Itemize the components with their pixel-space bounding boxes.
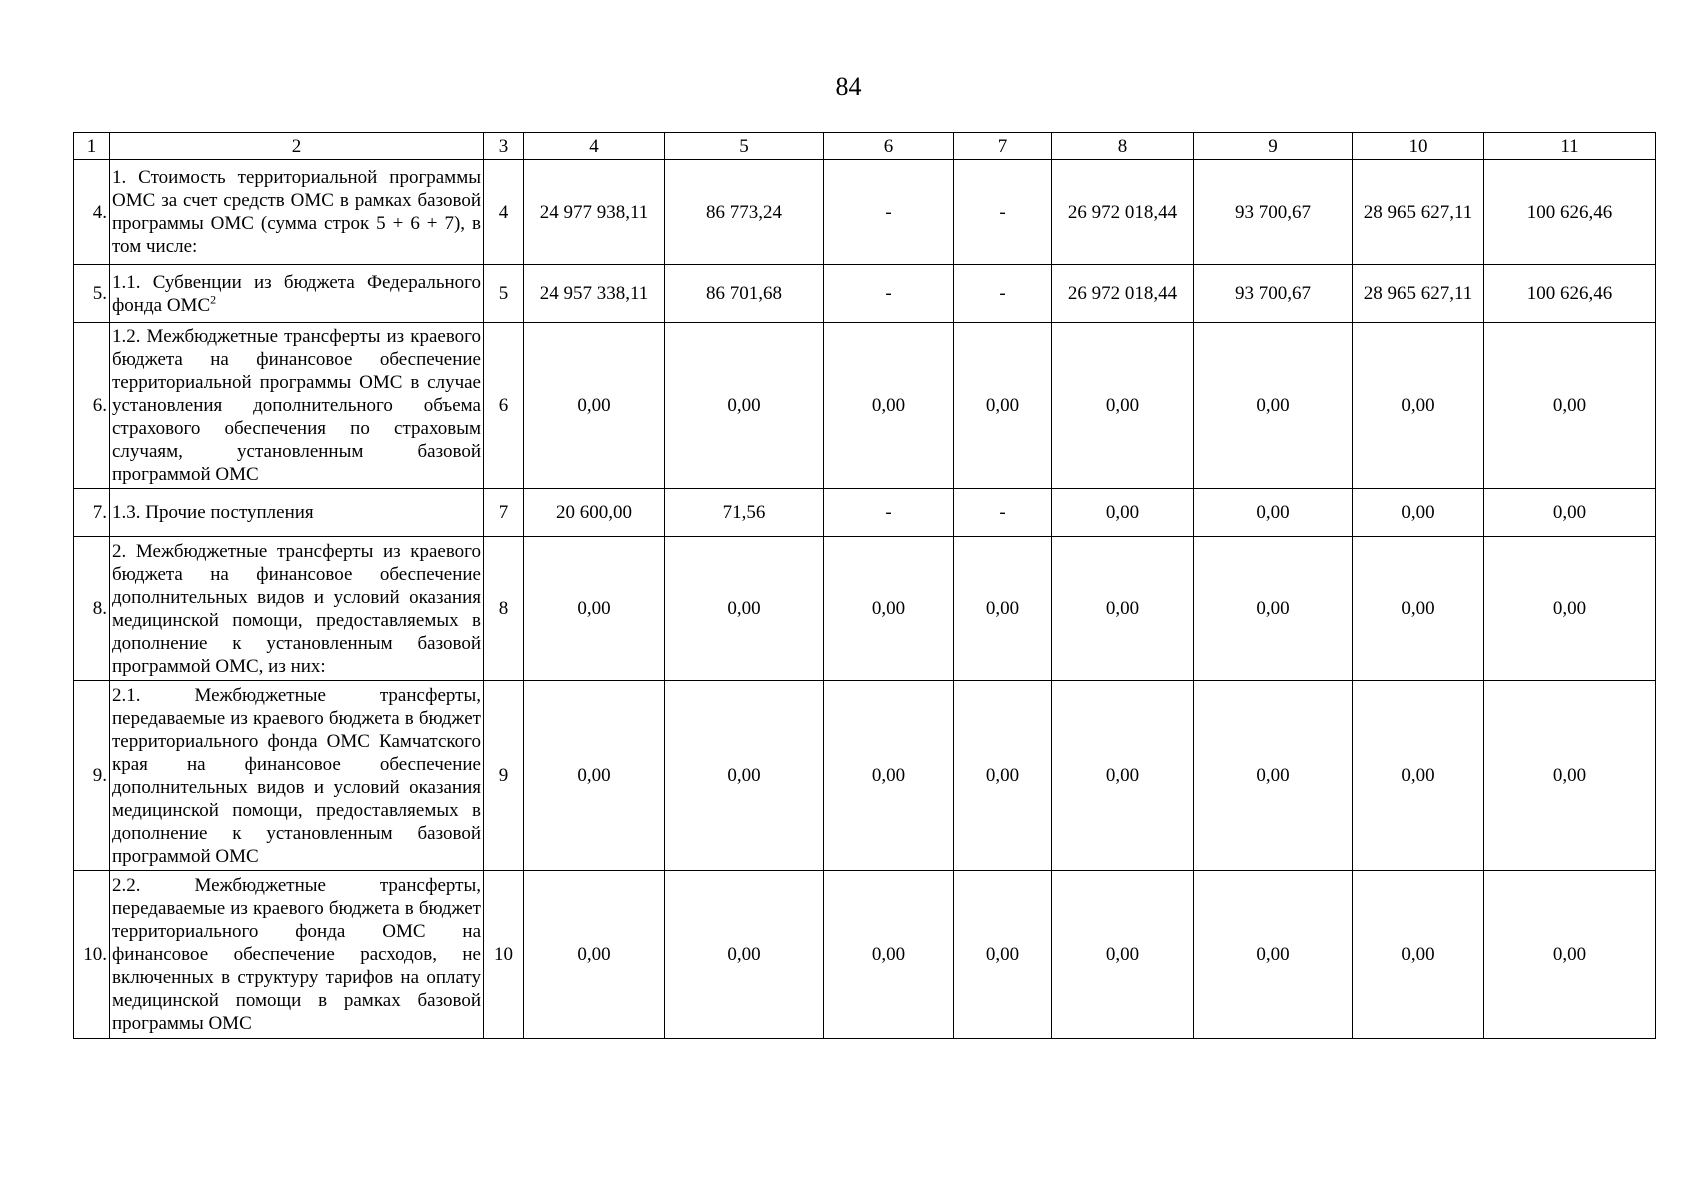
cell-value: 100 626,46 xyxy=(1484,160,1656,265)
cell-value: 0,00 xyxy=(824,681,954,871)
row-code: 4 xyxy=(484,160,524,265)
table-row xyxy=(74,160,1656,265)
row-description xyxy=(110,265,484,323)
cell-value: 71,56 xyxy=(665,489,824,537)
table-row xyxy=(74,681,1656,871)
table-row xyxy=(74,537,1656,681)
cell-value: - xyxy=(824,489,954,537)
cell-value: 0,00 xyxy=(1484,323,1656,489)
cell-value: 0,00 xyxy=(665,871,824,1039)
cell-value: 0,00 xyxy=(954,681,1052,871)
cell-value: 0,00 xyxy=(665,681,824,871)
footnote-marker: 2 xyxy=(210,292,217,307)
row-code: 6 xyxy=(484,323,524,489)
row-number: 4. xyxy=(74,160,110,265)
column-header: 9 xyxy=(1194,133,1353,160)
row-code: 7 xyxy=(484,489,524,537)
cell-value: 86 773,24 xyxy=(665,160,824,265)
row-code: 5 xyxy=(484,265,524,323)
row-code: 9 xyxy=(484,681,524,871)
cell-value: 0,00 xyxy=(1194,537,1353,681)
cell-value: 0,00 xyxy=(665,323,824,489)
table-row xyxy=(74,265,1656,323)
page-number: 84 xyxy=(835,72,862,101)
cell-value: 26 972 018,44 xyxy=(1052,160,1194,265)
column-header: 2 xyxy=(110,133,484,160)
cell-value: 93 700,67 xyxy=(1194,265,1353,323)
cell-value: 0,00 xyxy=(1353,489,1484,537)
cell-value: - xyxy=(954,265,1052,323)
row-number: 10. xyxy=(74,871,110,1039)
row-description: 2. Межбюджетные трансферты из краевого бюджета на финансовое обеспечение дополнительных видов и условий оказания медицинской помощи, предоставляемых в дополнение к установленным базовой программой ОМС, из них: xyxy=(110,537,484,681)
cell-value: 0,00 xyxy=(1484,489,1656,537)
row-number: 9. xyxy=(74,681,110,871)
cell-value: 86 701,68 xyxy=(665,265,824,323)
cell-value: 0,00 xyxy=(1353,681,1484,871)
cell-value: 93 700,67 xyxy=(1194,160,1353,265)
row-number: 8. xyxy=(74,537,110,681)
row-code: 8 xyxy=(484,537,524,681)
cell-value: 0,00 xyxy=(1052,323,1194,489)
cell-value: 0,00 xyxy=(1194,681,1353,871)
cell-value: 0,00 xyxy=(524,871,665,1039)
cell-value: 0,00 xyxy=(954,323,1052,489)
column-header: 5 xyxy=(665,133,824,160)
cell-value: 0,00 xyxy=(954,537,1052,681)
table-row xyxy=(74,489,1656,537)
row-number: 7. xyxy=(74,489,110,537)
cell-value: 0,00 xyxy=(954,871,1052,1039)
cell-value: 0,00 xyxy=(824,323,954,489)
cell-value: 0,00 xyxy=(1194,871,1353,1039)
column-header: 7 xyxy=(954,133,1052,160)
column-header: 8 xyxy=(1052,133,1194,160)
row-description: 1. Стоимость территориальной программы ОМС за счет средств ОМС в рамках базовой программы ОМС (сумма строк 5 + 6 + 7), в том числе: xyxy=(110,160,484,265)
cell-value: - xyxy=(824,160,954,265)
row-description: 1.2. Межбюджетные трансферты из краевого бюджета на финансовое обеспечение территориальной программы ОМС в случае установления дополнительного объема страхового обеспечения по страховым случаям, установленным базовой программой ОМС xyxy=(110,323,484,489)
cell-value: 0,00 xyxy=(1052,871,1194,1039)
cell-value: 26 972 018,44 xyxy=(1052,265,1194,323)
column-header: 6 xyxy=(824,133,954,160)
row-number: 6. xyxy=(74,323,110,489)
cell-value: 0,00 xyxy=(1353,871,1484,1039)
column-header: 11 xyxy=(1484,133,1656,160)
cell-value: 0,00 xyxy=(1194,489,1353,537)
cell-value: 0,00 xyxy=(1052,681,1194,871)
row-description-text: 1.1. Субвенции из бюджета Федерального фонда ОМС xyxy=(112,271,481,316)
row-number: 5. xyxy=(74,265,110,323)
cell-value: 28 965 627,11 xyxy=(1353,160,1484,265)
budget-table xyxy=(73,132,1656,1039)
cell-value: 0,00 xyxy=(524,681,665,871)
column-header: 10 xyxy=(1353,133,1484,160)
cell-value: - xyxy=(954,160,1052,265)
row-description: 1.3. Прочие поступления xyxy=(110,489,484,537)
table-row xyxy=(74,323,1656,489)
cell-value: 0,00 xyxy=(1353,537,1484,681)
cell-value: 0,00 xyxy=(1052,537,1194,681)
table-row xyxy=(74,871,1656,1039)
cell-value: 0,00 xyxy=(665,537,824,681)
cell-value: 0,00 xyxy=(1484,681,1656,871)
cell-value: 0,00 xyxy=(1484,537,1656,681)
cell-value: 24 977 938,11 xyxy=(524,160,665,265)
cell-value: 0,00 xyxy=(1194,323,1353,489)
row-code: 10 xyxy=(484,871,524,1039)
cell-value: 0,00 xyxy=(824,871,954,1039)
row-description: 2.2. Межбюджетные трансферты, передаваемые из краевого бюджета в бюджет территориального фонда ОМС на финансовое обеспечение расходов, не включенных в структуру тарифов на оплату медицинской помощи в рамках базовой программы ОМС xyxy=(110,871,484,1039)
cell-value: 0,00 xyxy=(524,537,665,681)
cell-value: 28 965 627,11 xyxy=(1353,265,1484,323)
column-header: 1 xyxy=(74,133,110,160)
cell-value: 0,00 xyxy=(524,323,665,489)
cell-value: 0,00 xyxy=(1484,871,1656,1039)
row-description: 2.1. Межбюджетные трансферты, передаваемые из краевого бюджета в бюджет территориального фонда ОМС Камчатского края на финансовое обеспечение дополнительных видов и условий оказания медицинской помощи, предоставляемых в дополнение к установленным базовой программой ОМС xyxy=(110,681,484,871)
header-row xyxy=(74,133,1656,160)
cell-value: 20 600,00 xyxy=(524,489,665,537)
cell-value: 100 626,46 xyxy=(1484,265,1656,323)
cell-value: - xyxy=(954,489,1052,537)
cell-value: 0,00 xyxy=(1052,489,1194,537)
column-header: 4 xyxy=(524,133,665,160)
cell-value: 0,00 xyxy=(824,537,954,681)
column-header: 3 xyxy=(484,133,524,160)
cell-value: - xyxy=(824,265,954,323)
cell-value: 24 957 338,11 xyxy=(524,265,665,323)
cell-value: 0,00 xyxy=(1353,323,1484,489)
